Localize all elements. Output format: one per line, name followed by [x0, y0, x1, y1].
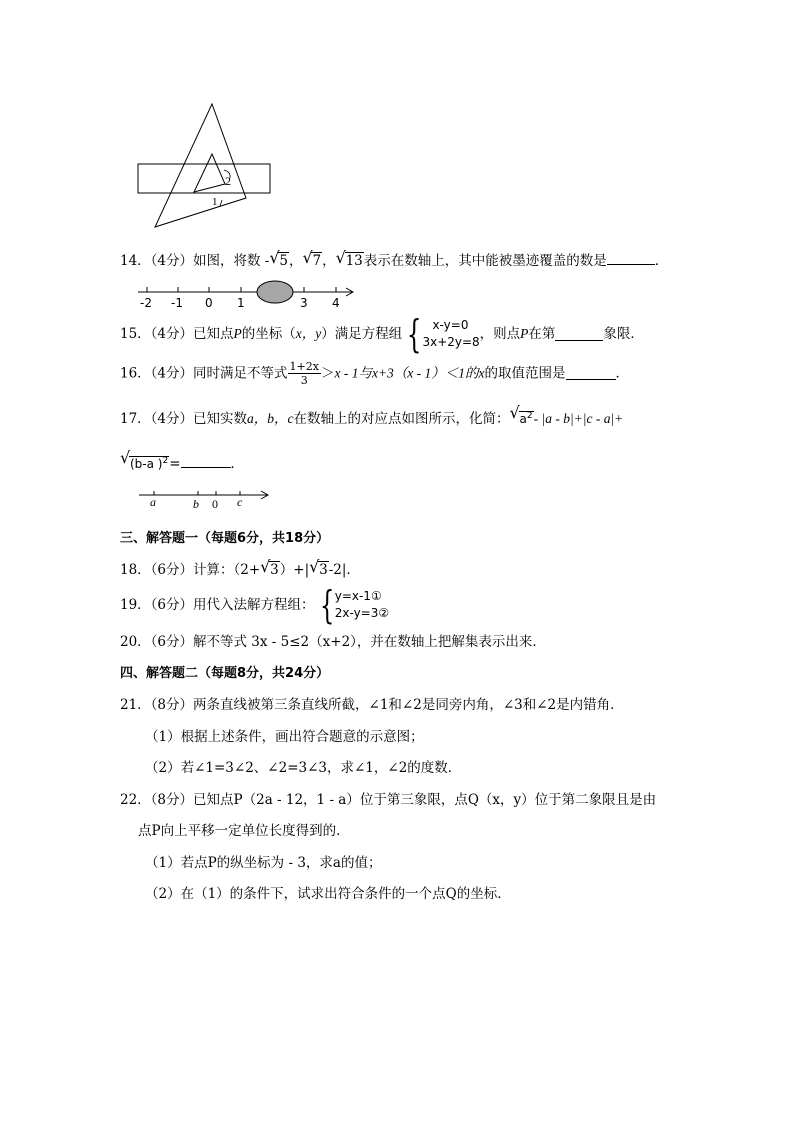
- sqrt-5-value: 5: [279, 253, 288, 269]
- question-15: [120, 312, 644, 356]
- ink-blot: [257, 281, 293, 303]
- axis-label-0: 0: [212, 497, 218, 511]
- sqrt-7-value: 7: [312, 253, 322, 269]
- fraction: [288, 360, 321, 387]
- equation-system: [422, 317, 479, 351]
- q14-suffix: 表示在数轴上，其中能被墨迹覆盖的数是: [363, 253, 607, 269]
- section-4-heading: 四、解答题二（每题8分，共24分）: [120, 666, 330, 681]
- question-21-part-2: （2）若∠1=3∠2、∠2=3∠3，求∠1，∠2的度数．: [145, 760, 462, 776]
- fraction-numerator: 1+2x: [289, 360, 319, 373]
- q16-mid2: x - 1与: [334, 365, 372, 381]
- sqrt-13-value: 13: [345, 253, 363, 269]
- axis-label-a: a: [150, 495, 156, 509]
- q14-sep1: ，: [288, 253, 303, 269]
- answer-blank[interactable]: [555, 328, 603, 341]
- number-line-q17: [135, 485, 275, 511]
- axis-label-c: c: [237, 495, 243, 509]
- question-17: [120, 403, 624, 428]
- sqrt-b-a-value: (b-a )$^2$: [130, 456, 169, 471]
- question-16: [120, 360, 629, 387]
- sqrt-5: √ 5: [269, 248, 288, 269]
- question-22-cont: 点P向上平移一定单位长度得到的．: [138, 823, 350, 839]
- q17-abc: a，b，c: [247, 411, 294, 426]
- sqrt-7: √ 7: [302, 248, 322, 269]
- tick-label: -1: [171, 296, 183, 310]
- sqrt-a-squared: √ $a^2$: [509, 403, 533, 426]
- angle-1-label: 1: [212, 196, 218, 208]
- tick-label: 0: [205, 296, 213, 310]
- question-14: [120, 248, 669, 270]
- q17-end: ．: [230, 456, 245, 472]
- triangle-ruler-figure: [130, 98, 280, 233]
- axis-label-b: b: [193, 497, 199, 511]
- system-brace: {: [407, 312, 422, 356]
- sqrt-a-value: $a^2$: [519, 411, 533, 426]
- tick-label: 1: [237, 296, 245, 310]
- system-brace: {: [319, 583, 334, 627]
- sqrt-b-minus-a-squared: √ (b-a )$^2$: [120, 448, 169, 471]
- q15-end: 象限．: [603, 326, 644, 342]
- sqrt-3-value: 3: [270, 562, 279, 578]
- angle-2-label: 2: [225, 174, 231, 188]
- q15-mid4: 在第: [528, 326, 556, 342]
- sqrt-a-base: a: [519, 412, 527, 426]
- q15-xy: x，y: [295, 326, 322, 341]
- point-p: P: [520, 326, 529, 341]
- sqrt-13: √ 13: [335, 248, 363, 269]
- q17-eq: =: [169, 456, 181, 472]
- q16-prefix: 16．（4分）同时满足不等式: [120, 365, 288, 382]
- question-22-part-1: （1）若点P的纵坐标为 - 3，求a的值；: [145, 855, 382, 871]
- tick-label: 4: [332, 296, 340, 310]
- q18-mid: ）+|: [279, 562, 310, 578]
- q17-expr: - |a - b|+|c - a|+: [533, 411, 624, 426]
- question-22: 22．（8分）已知点P（2a - 12，1 - a）位于第三象限，点Q（x，y）位于第二象限且是由: [120, 792, 657, 808]
- equation-1: x-y=0: [432, 318, 469, 332]
- point-p: P: [233, 326, 242, 341]
- q17-mid: 在数轴上的对应点如图所示，化简：: [293, 411, 510, 427]
- q14-prefix: 14．（4分）如图，将数 -: [120, 253, 270, 269]
- q15-mid2: ）满足方程组: [321, 326, 403, 342]
- q16-mid3: x+3（x - 1）＜1的: [371, 365, 479, 381]
- equation-2: 2x-y=3②: [334, 606, 390, 620]
- sqrt-b-a-base: (b-a ): [130, 457, 163, 471]
- answer-blank[interactable]: [607, 252, 655, 265]
- number-line-q14: [134, 278, 359, 310]
- q16-mid5: 的取值范围是: [484, 365, 566, 382]
- sqrt-3-value: 3: [319, 562, 328, 578]
- q15-prefix: 15．（4分）已知点: [120, 326, 234, 342]
- question-21: 21．（8分）两条直线被第三条直线所截，∠1和∠2是同旁内角，∠3和∠2是内错角．: [120, 697, 624, 713]
- fraction-denominator: 3: [300, 374, 308, 387]
- question-22-part-2: （2）在（1）的条件下，试求出符合条件的一个点Q的坐标．: [145, 886, 511, 902]
- q14-end: ．: [654, 253, 669, 269]
- equation-1: y=x-1①: [334, 589, 382, 603]
- question-17-cont: [120, 448, 245, 473]
- q17-prefix: 17．（4分）已知实数: [120, 411, 248, 427]
- q18-end: -2|．: [328, 562, 360, 578]
- q16-end: ．: [615, 365, 630, 382]
- equation-2: 3x+2y=8: [422, 335, 480, 349]
- tick-label: 3: [300, 296, 308, 310]
- q16-mid: ＞: [320, 365, 335, 382]
- section-3-heading: 三、解答题一（每题6分，共18分）: [120, 531, 330, 546]
- q15-mid3: ，则点: [479, 326, 521, 342]
- question-19: [120, 583, 390, 627]
- q18-prefix: 18．（6分）计算：（2+: [120, 562, 261, 578]
- sqrt-3: √ 3: [309, 557, 328, 578]
- q15-mid: 的坐标（: [241, 326, 296, 342]
- answer-blank[interactable]: [566, 367, 616, 380]
- tick-label: -2: [140, 296, 152, 310]
- question-21-part-1: （1）根据上述条件，画出符合题意的示意图；: [145, 729, 424, 745]
- q16-mid4: x: [478, 365, 485, 381]
- sqrt-3: √ 3: [260, 557, 279, 578]
- q19-prefix: 19．（6分）用代入法解方程组：: [120, 597, 315, 613]
- answer-blank[interactable]: [181, 455, 231, 468]
- equation-system: [335, 588, 389, 622]
- question-20: 20．（6分）解不等式 3x - 5≤2（x+2），并在数轴上把解集表示出来．: [120, 634, 546, 650]
- q14-sep2: ，: [322, 253, 336, 269]
- question-18: [120, 557, 360, 579]
